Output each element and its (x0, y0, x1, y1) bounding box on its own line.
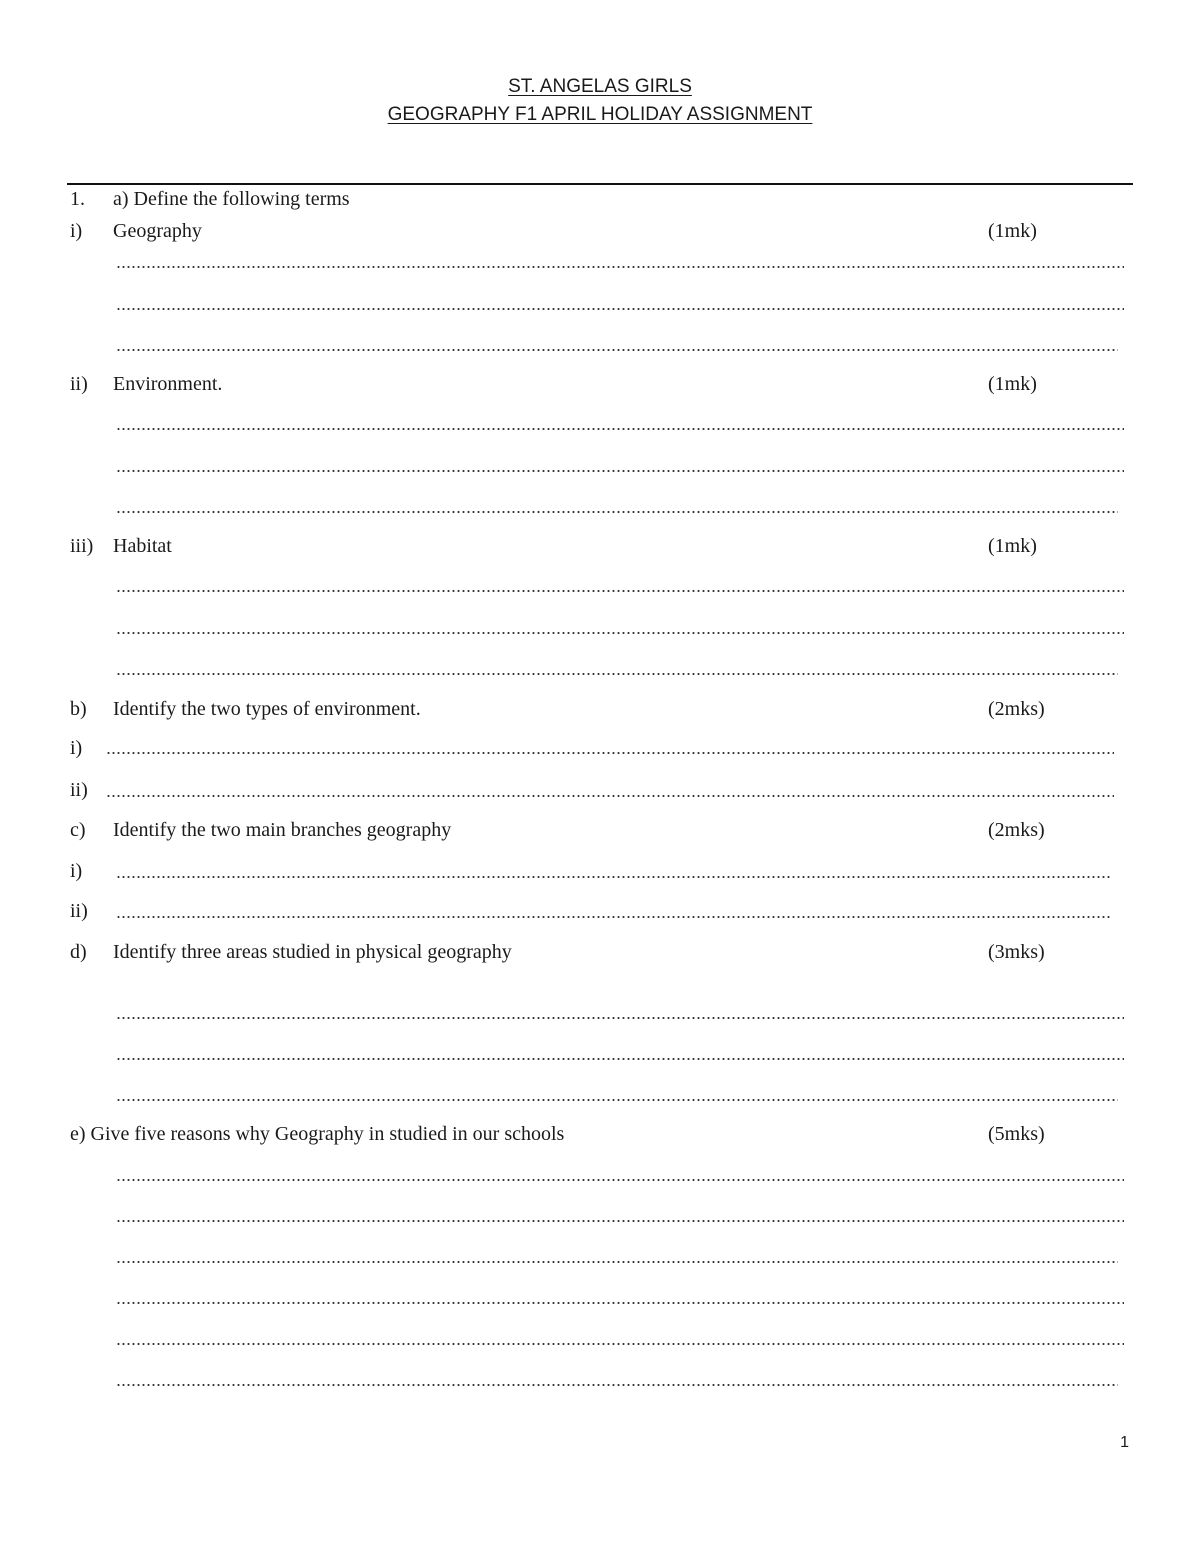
question-e-text: e) Give five reasons why Geography in studied in our schools (70, 1123, 565, 1145)
answer-line[interactable] (106, 752, 1114, 754)
answer-line[interactable] (116, 1343, 1124, 1345)
item-term: Habitat (113, 535, 172, 557)
question-e-marks: (5mks) (988, 1123, 1045, 1145)
sub-label: i) (70, 860, 83, 882)
answer-line[interactable] (116, 876, 1112, 878)
question-b-label: b) (70, 698, 87, 720)
question-b-marks: (2mks) (988, 698, 1045, 720)
sub-label: i) (70, 737, 83, 759)
question-d-text: Identify three areas studied in physical geography (113, 941, 512, 963)
answer-line[interactable] (116, 1058, 1124, 1060)
answer-line[interactable] (116, 632, 1124, 634)
answer-line[interactable] (116, 511, 1118, 513)
answer-line[interactable] (116, 266, 1124, 268)
answer-line[interactable] (116, 1261, 1118, 1263)
school-name: ST. ANGELAS GIRLS (508, 76, 692, 97)
header-rule (67, 183, 1133, 185)
question-c-text: Identify the two main branches geography (113, 819, 452, 841)
answer-line[interactable] (116, 1017, 1124, 1019)
answer-line[interactable] (116, 1384, 1118, 1386)
question-number: 1. (70, 188, 85, 210)
question-b-text: Identify the two types of environment. (113, 698, 421, 720)
answer-line[interactable] (116, 349, 1118, 351)
question-c-marks: (2mks) (988, 819, 1045, 841)
answer-line[interactable] (116, 916, 1112, 918)
answer-line[interactable] (116, 673, 1118, 675)
answer-line[interactable] (116, 308, 1124, 310)
item-label: iii) (70, 535, 94, 557)
answer-line[interactable] (116, 1179, 1124, 1181)
sub-label: ii) (70, 779, 88, 801)
item-label: ii) (70, 373, 88, 395)
page-number: 1 (1120, 1434, 1129, 1451)
question-d-marks: (3mks) (988, 941, 1045, 963)
answer-line[interactable] (116, 428, 1124, 430)
question-d-label: d) (70, 941, 87, 963)
item-marks: (1mk) (988, 373, 1037, 395)
answer-line[interactable] (106, 795, 1114, 797)
question-c-label: c) (70, 819, 86, 841)
item-term: Geography (113, 220, 202, 242)
item-term: Environment. (113, 373, 223, 395)
answer-line[interactable] (116, 1220, 1124, 1222)
answer-line[interactable] (116, 1099, 1118, 1101)
assignment-title: GEOGRAPHY F1 APRIL HOLIDAY ASSIGNMENT (387, 104, 813, 125)
item-label: i) (70, 220, 83, 242)
answer-line[interactable] (116, 1302, 1124, 1304)
answer-line[interactable] (116, 590, 1124, 592)
question-a-intro: a) Define the following terms (113, 188, 350, 210)
answer-line[interactable] (116, 470, 1124, 472)
item-marks: (1mk) (988, 535, 1037, 557)
item-marks: (1mk) (988, 220, 1037, 242)
sub-label: ii) (70, 900, 88, 922)
